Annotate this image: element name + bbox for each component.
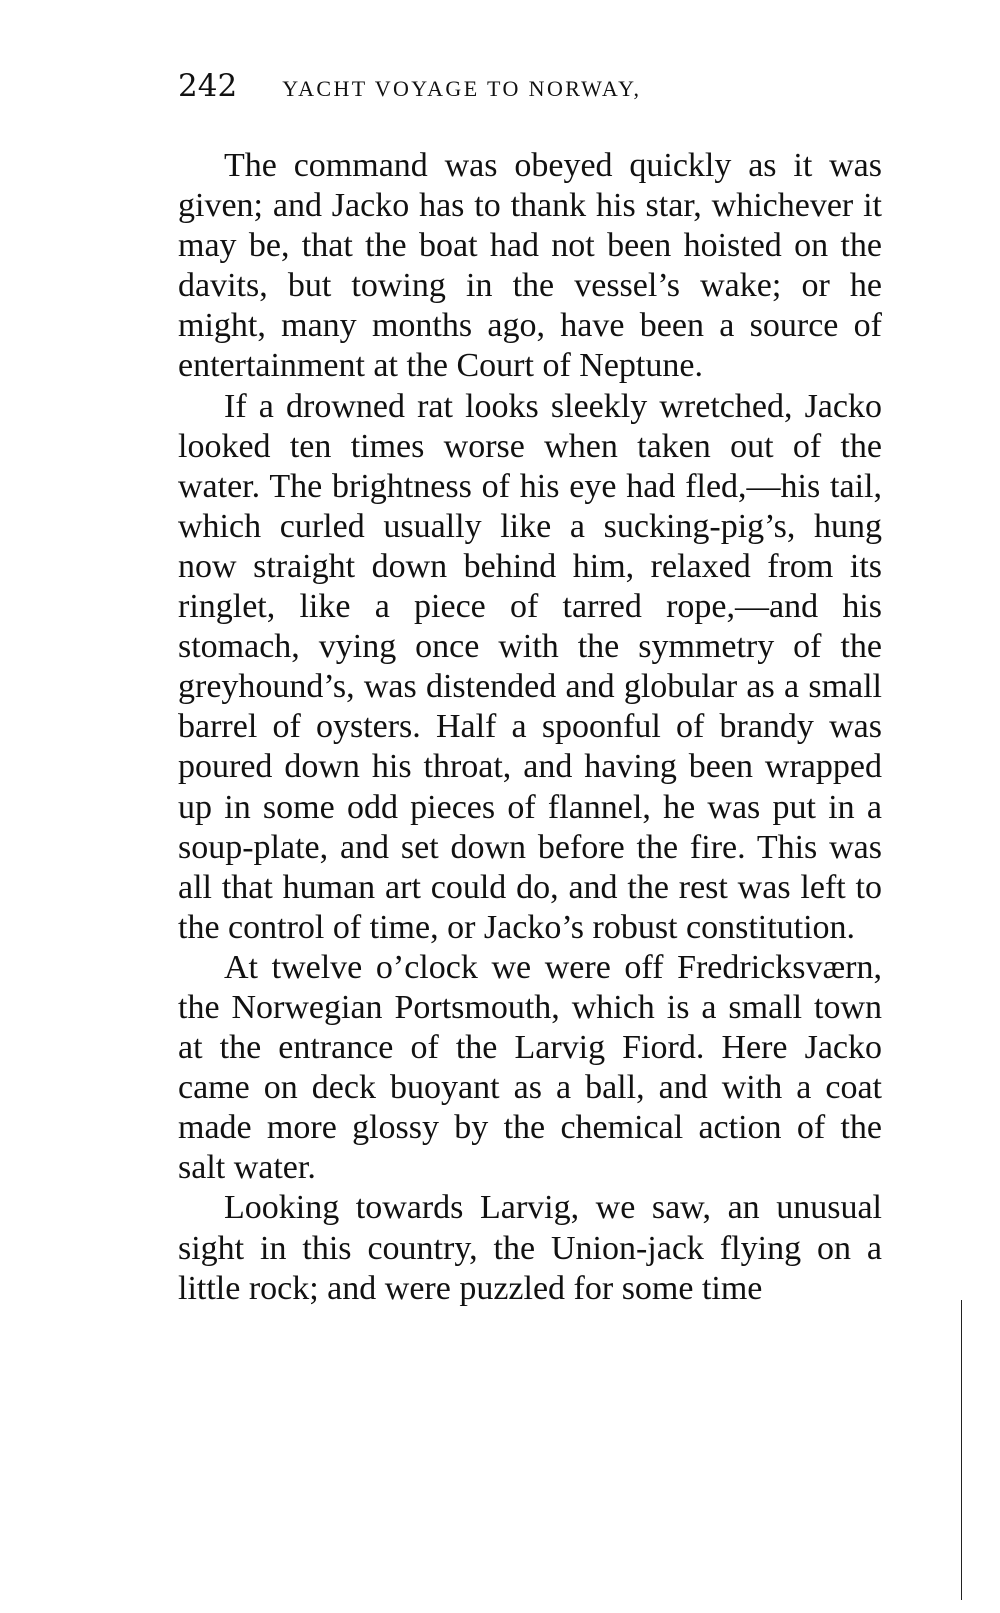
page-number: 242	[178, 68, 238, 104]
body-text	[178, 146, 882, 1309]
scan-edge-line	[961, 1300, 962, 1600]
page-header	[178, 68, 898, 108]
paragraph-4: Looking towards Larvig, we saw, an unusual sight in this country, the Union-jack flying on a little rock; and were puzzled for some time	[178, 1189, 882, 1307]
paragraph-2: If a drowned rat looks sleekly wretched, Jacko looked ten times worse when taken out of the water. The brightness of his eye had fled,—his tail, which curled usually like a sucking-pig’s, hung now straight down behind him, relaxed from its ringlet, like a piece of tarred rope,—and his stomach, vying once with the symmetry of the greyhound’s, was distended and globular as a small barrel of oysters. Half a spoonful of brandy was poured down his throat, and having been wrapped up in some odd pieces of flannel, he was put in a soup-plate, and set down before the fire. This was all that human art could do, and the rest was left to the control of time, or Jacko’s robust constitution.	[178, 387, 882, 946]
running-head: YACHT VOYAGE TO NORWAY,	[282, 76, 642, 101]
paragraph-3: At twelve o’clock we were off Fredricksværn, the Norwegian Portsmouth, which is a small town at the entrance of the Larvig Fiord. Here Jacko came on deck buoyant as a ball, and with a coat made more glossy by the chemical action of the salt water.	[178, 948, 882, 1187]
paragraph-1: The command was obeyed quickly as it was given; and Jacko has to thank his star, whichever it may be, that the boat had not been hoisted on the davits, but towing in the vessel’s wake; or he might, many months ago, have been a source of entertainment at the Court of Neptune.	[178, 147, 882, 385]
